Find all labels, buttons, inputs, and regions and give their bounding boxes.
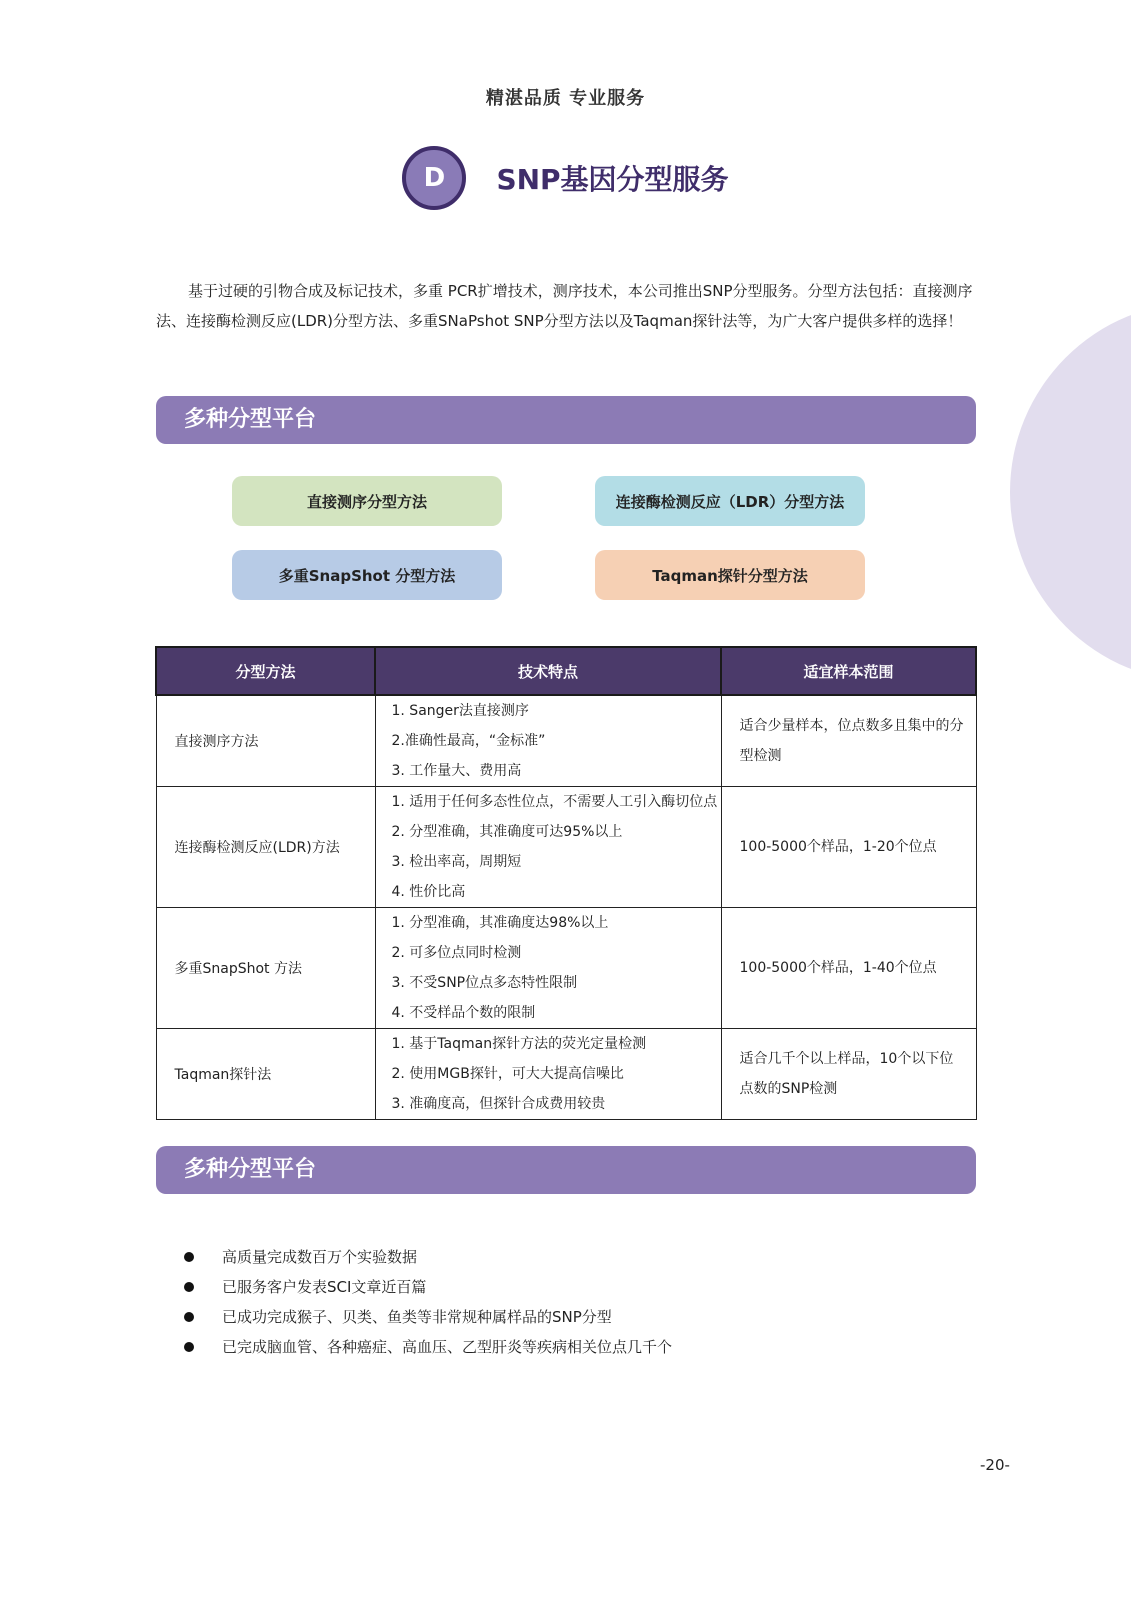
feature-item: 1. 适用于任何多态性位点，不需要人工引入酶切位点 — [391, 794, 718, 810]
section-letter-badge: D — [402, 146, 466, 210]
intro-paragraph: 基于过硬的引物合成及标记技术，多重 PCR扩增技术，测序技术，本公司推出SNP分型服务。分型方法包括：直接测序法、连接酶检测反应(LDR)分型方法、多重SNaPshot SNP分型方法以及Taqman探针法等，为广大客户提供多样的选择！ — [156, 282, 973, 330]
header-sample-range: 适宜样本范围 — [721, 647, 976, 695]
list-item-text: 高质量完成数百万个实验数据 — [222, 1248, 418, 1266]
feature-item: 1. Sanger法直接测序 — [391, 703, 529, 719]
bullet-icon — [184, 1252, 194, 1262]
decorative-circle — [1010, 302, 1131, 682]
method-box-ldr: 连接酶检测反应（LDR）分型方法 — [595, 476, 865, 526]
feature-item: 4. 不受样品个数的限制 — [391, 1005, 536, 1021]
page-title-block — [0, 146, 1131, 210]
feature-item: 3. 检出率高，周期短 — [391, 854, 522, 870]
method-box-taqman: Taqman探针分型方法 — [595, 550, 865, 600]
section-header-platforms: 多种分型平台 — [156, 396, 976, 444]
table-row — [156, 1029, 976, 1120]
list-item — [184, 1242, 672, 1272]
bullet-icon — [184, 1342, 194, 1352]
table-row — [156, 908, 976, 1029]
feature-item: 2.准确性最高，“金标准” — [391, 733, 546, 749]
method-cell: 连接酶检测反应(LDR)方法 — [156, 787, 375, 908]
method-cell: Taqman探针法 — [156, 1029, 375, 1120]
bullet-icon — [184, 1282, 194, 1292]
features-cell — [375, 908, 721, 1029]
list-item-text: 已成功完成猴子、贝类、鱼类等非常规种属样品的SNP分型 — [222, 1308, 612, 1326]
table-header-row — [156, 647, 976, 695]
method-cell: 直接测序方法 — [156, 695, 375, 787]
features-cell — [375, 787, 721, 908]
feature-item: 1. 基于Taqman探针方法的荧光定量检测 — [391, 1036, 647, 1052]
page-number: -20- — [980, 1456, 1010, 1474]
feature-item: 1. 分型准确，其准确度达98%以上 — [391, 915, 609, 931]
header-method: 分型方法 — [156, 647, 375, 695]
feature-item: 3. 准确度高，但探针合成费用较贵 — [391, 1096, 606, 1112]
method-cell: 多重SnapShot 方法 — [156, 908, 375, 1029]
page-title: SNP基因分型服务 — [496, 163, 729, 196]
list-item-text: 已服务客户发表SCI文章近百篇 — [222, 1278, 427, 1296]
features-cell — [375, 1029, 721, 1120]
page-tagline: 精湛品质 专业服务 — [485, 88, 646, 109]
feature-item: 2. 分型准确，其准确度可达95%以上 — [391, 824, 623, 840]
list-item-text: 已完成脑血管、各种癌症、高血压、乙型肝炎等疾病相关位点几千个 — [222, 1338, 673, 1356]
feature-item: 2. 可多位点同时检测 — [391, 945, 522, 961]
feature-item: 4. 性价比高 — [391, 884, 466, 900]
list-item — [184, 1302, 672, 1332]
section-header-advantages: 多种分型平台 — [156, 1146, 976, 1194]
sample-range-cell: 100-5000个样品，1-40个位点 — [721, 908, 976, 1029]
table-row — [156, 787, 976, 908]
methods-comparison-table — [155, 646, 977, 1120]
features-cell — [375, 695, 721, 787]
table-row — [156, 695, 976, 787]
feature-item: 2. 使用MGB探针，可大大提高信噪比 — [391, 1066, 624, 1082]
sample-range-cell: 适合几千个以上样品，10个以下位点数的SNP检测 — [721, 1029, 976, 1120]
feature-item: 3. 工作量大、费用高 — [391, 763, 522, 779]
method-box-snapshot: 多重SnapShot 分型方法 — [232, 550, 502, 600]
header-features: 技术特点 — [375, 647, 721, 695]
advantages-list — [184, 1242, 672, 1362]
method-box-direct-sequencing: 直接测序分型方法 — [232, 476, 502, 526]
list-item — [184, 1332, 672, 1362]
sample-range-cell: 适合少量样本，位点数多且集中的分型检测 — [721, 695, 976, 787]
sample-range-cell: 100-5000个样品，1-20个位点 — [721, 787, 976, 908]
list-item — [184, 1272, 672, 1302]
bullet-icon — [184, 1312, 194, 1322]
feature-item: 3. 不受SNP位点多态特性限制 — [391, 975, 578, 991]
